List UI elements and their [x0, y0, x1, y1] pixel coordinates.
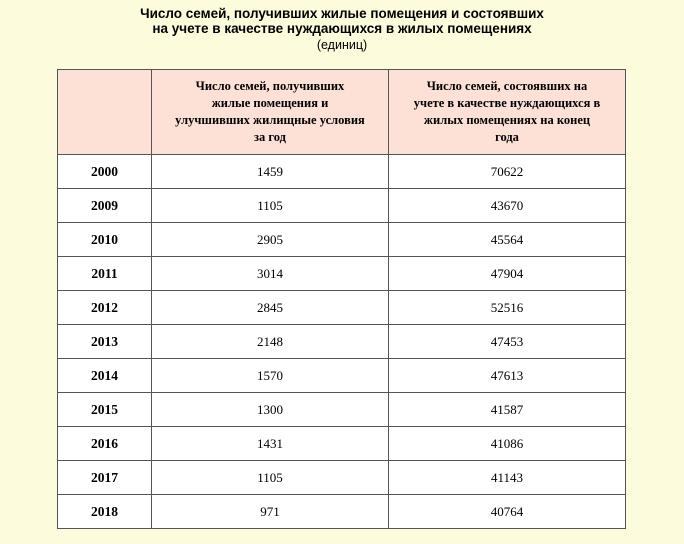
year-cell: 2017 — [58, 461, 152, 495]
year-cell: 2016 — [58, 427, 152, 461]
year-cell: 2009 — [58, 189, 152, 223]
table-row — [58, 257, 626, 291]
title-line-2: на учете в качестве нуждающихся в жилых помещениях — [152, 21, 532, 36]
header-families-on-waiting-list-label: Число семей, состоявших на учете в качестве нуждающихся в жилых помещениях на конец года — [413, 79, 601, 144]
received-housing-cell: 3014 — [152, 257, 389, 291]
table-row — [58, 155, 626, 189]
table-row — [58, 189, 626, 223]
year-cell: 2010 — [58, 223, 152, 257]
header-year — [58, 70, 152, 155]
waiting-list-cell: 47613 — [389, 359, 626, 393]
waiting-list-cell: 47904 — [389, 257, 626, 291]
table-row — [58, 223, 626, 257]
received-housing-cell: 971 — [152, 495, 389, 529]
units-caption: (единиц) — [316, 38, 368, 52]
received-housing-cell: 1431 — [152, 427, 389, 461]
received-housing-cell: 1570 — [152, 359, 389, 393]
year-cell: 2018 — [58, 495, 152, 529]
table-row — [58, 427, 626, 461]
year-cell: 2015 — [58, 393, 152, 427]
waiting-list-cell: 52516 — [389, 291, 626, 325]
received-housing-cell: 1300 — [152, 393, 389, 427]
table-row — [58, 291, 626, 325]
year-cell: 2014 — [58, 359, 152, 393]
received-housing-cell: 2148 — [152, 325, 389, 359]
table-row — [58, 495, 626, 529]
received-housing-cell: 2845 — [152, 291, 389, 325]
year-cell: 2000 — [58, 155, 152, 189]
waiting-list-cell: 70622 — [389, 155, 626, 189]
received-housing-cell: 2905 — [152, 223, 389, 257]
waiting-list-cell: 40764 — [389, 495, 626, 529]
waiting-list-cell: 47453 — [389, 325, 626, 359]
waiting-list-cell: 45564 — [389, 223, 626, 257]
year-cell: 2011 — [58, 257, 152, 291]
table-row — [58, 461, 626, 495]
year-cell: 2013 — [58, 325, 152, 359]
families-housing-table — [57, 69, 626, 529]
header-families-on-waiting-list — [389, 70, 626, 155]
table-row — [58, 325, 626, 359]
table-body — [58, 155, 626, 529]
waiting-list-cell: 41587 — [389, 393, 626, 427]
year-cell: 2012 — [58, 291, 152, 325]
received-housing-cell: 1105 — [152, 461, 389, 495]
received-housing-cell: 1459 — [152, 155, 389, 189]
table-row — [58, 393, 626, 427]
table-header-row — [58, 70, 626, 155]
header-families-received-housing-label: Число семей, получивших жилые помещения и улучшивших жилищные условия за год — [175, 79, 365, 144]
waiting-list-cell: 41143 — [389, 461, 626, 495]
table-row — [58, 359, 626, 393]
waiting-list-cell: 41086 — [389, 427, 626, 461]
document-title — [0, 6, 684, 36]
header-families-received-housing — [152, 70, 389, 155]
waiting-list-cell: 43670 — [389, 189, 626, 223]
received-housing-cell: 1105 — [152, 189, 389, 223]
title-line-1: Число семей, получивших жилые помещения и состоявших — [140, 6, 544, 21]
